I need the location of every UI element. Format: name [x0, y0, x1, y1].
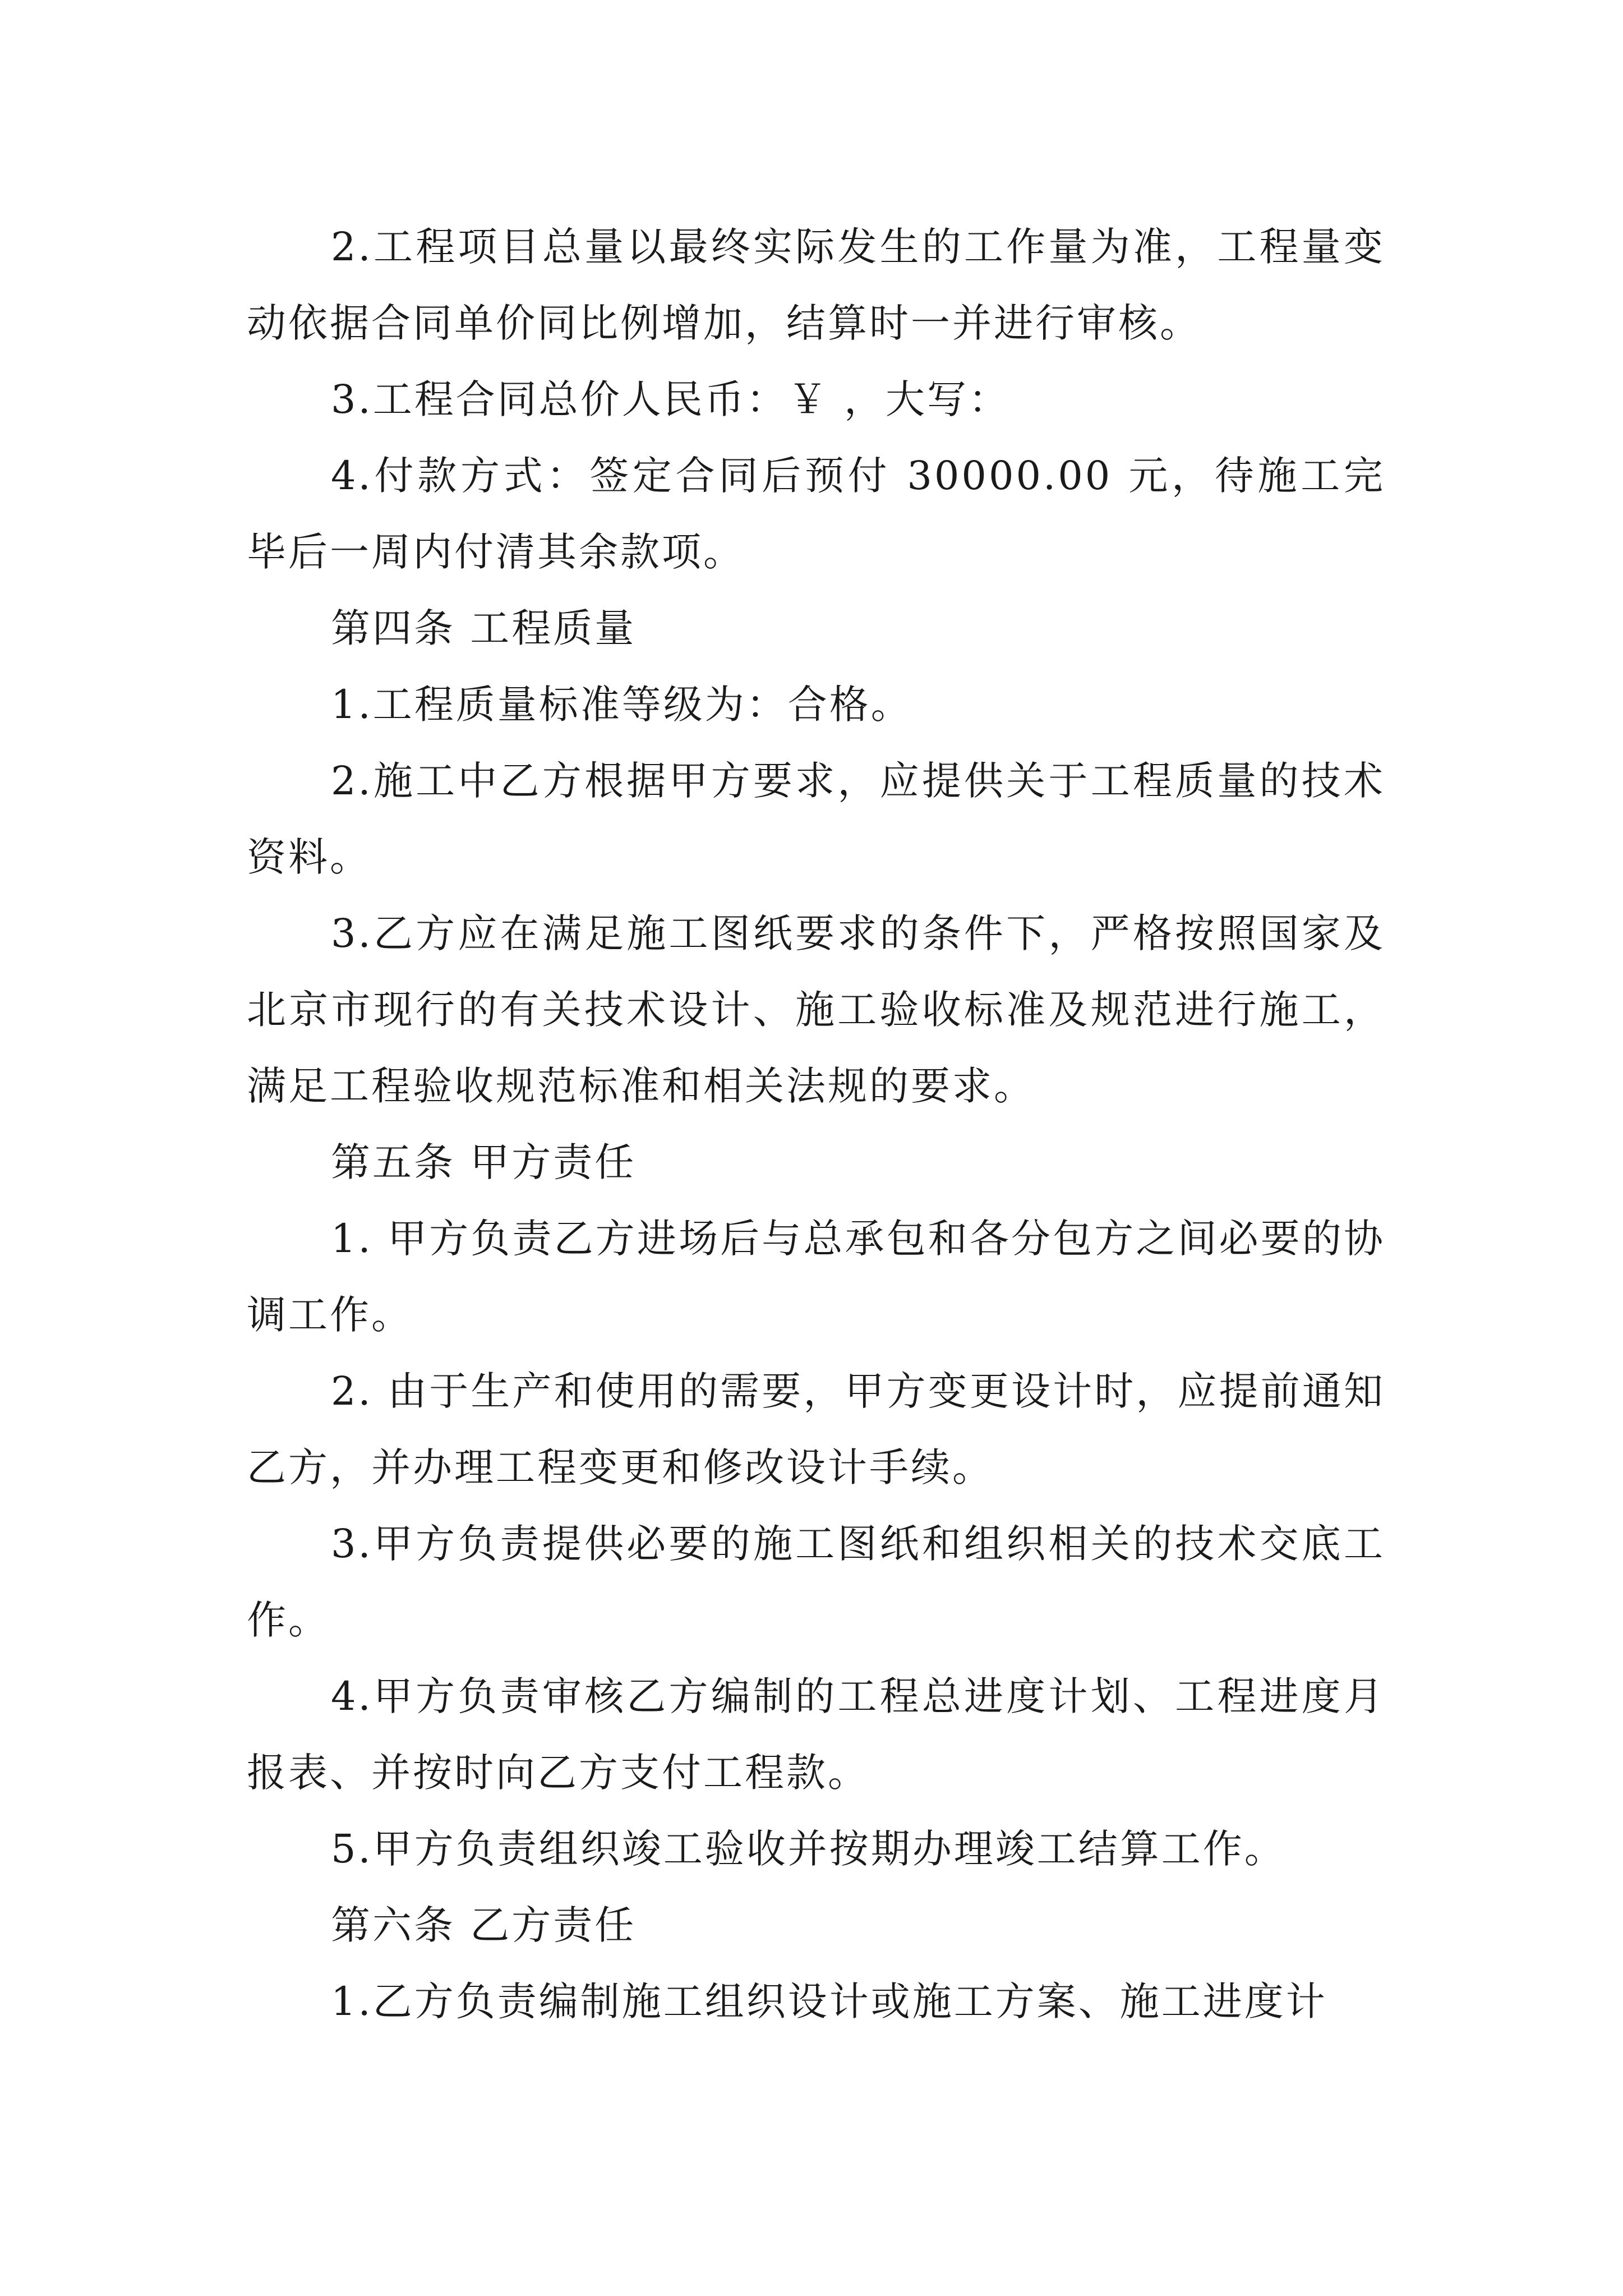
- clause-3-item-2: 2.工程项目总量以最终实际发生的工作量为准，工程量变动依据合同单价同比例增加，结算时一并进行审核。: [247, 224, 1385, 346]
- clause-5-item-3: 3.甲方负责提供必要的施工图纸和组织相关的技术交底工作。: [247, 1521, 1385, 1643]
- article-6-heading: 第六条 乙方责任: [331, 1902, 637, 1948]
- clause-4-item-2: 2.施工中乙方根据甲方要求，应提供关于工程质量的技术资料。: [247, 758, 1385, 880]
- clause-5-item-5: 5.甲方负责组织竣工验收并按期办理竣工结算工作。: [331, 1826, 1286, 1872]
- clause-5-item-2: 2. 由于生产和使用的需要，甲方变更设计时，应提前通知乙方，并办理工程变更和修改设计手续。: [247, 1368, 1385, 1490]
- clause-3-item-4: 4.付款方式：签定合同后预付 30000.00 元，待施工完毕后一周内付清其余款项。: [247, 453, 1385, 575]
- article-5-heading: 第五条 甲方责任: [331, 1139, 637, 1185]
- clause-6-item-1: 1.乙方负责编制施工组织设计或施工方案、施工进度计: [331, 1978, 1327, 2024]
- clause-5-item-4: 4.甲方负责审核乙方编制的工程总进度计划、工程进度月报表、并按时向乙方支付工程款。: [247, 1673, 1385, 1796]
- article-4-heading: 第四条 工程质量: [331, 605, 637, 651]
- document-body: [247, 209, 1385, 2040]
- clause-4-item-3: 3.乙方应在满足施工图纸要求的条件下，严格按照国家及北京市现行的有关技术设计、施工验收标准及规范进行施工，满足工程验收规范标准和相关法规的要求。: [247, 910, 1385, 1109]
- clause-3-item-3: 3.工程合同总价人民币：￥ ，大写：: [331, 376, 1011, 422]
- clause-5-item-1: 1. 甲方负责乙方进场后与总承包和各分包方之间必要的协调工作。: [247, 1216, 1385, 1338]
- clause-4-item-1: 1.工程质量标准等级为：合格。: [331, 682, 912, 728]
